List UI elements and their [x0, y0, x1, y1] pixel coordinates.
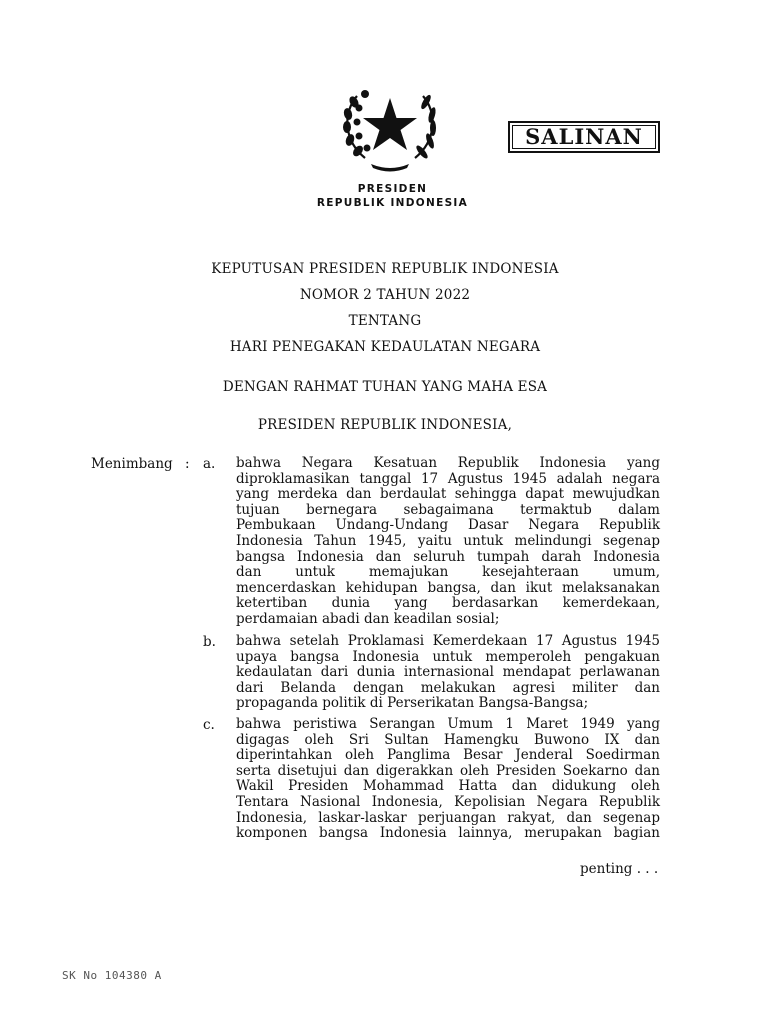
garuda-star-emblem-icon	[337, 82, 443, 174]
paragraph-line: bahwa setelah Proklamasi Kemerdekaan 17 Agustus 1945	[236, 633, 660, 649]
paragraph-line: Indonesia, laskar-laskar perjuangan rakyat, dan segenap	[236, 809, 660, 826]
invocation: DENGAN RAHMAT TUHAN YANG MAHA ESA	[222, 379, 548, 395]
paragraph-line: bangsa Indonesia dan seluruh tumpah darah Indonesia	[236, 548, 660, 565]
letterhead-line-1: PRESIDEN	[357, 183, 428, 195]
salinan-stamp: SALINAN	[508, 121, 660, 153]
decree-subject: HARI PENEGAKAN KEDAULATAN NEGARA	[229, 339, 541, 355]
paragraph-line: upaya bangsa Indonesia untuk memperoleh pengakuan	[236, 648, 660, 665]
considerations-colon: :	[185, 456, 190, 472]
paragraph-line: yang merdeka dan berdaulat sehingga dapat mewujudkan	[236, 486, 660, 503]
paragraph-line: mencerdaskan kehidupan bangsa, dan ikut melaksanakan	[236, 579, 660, 596]
decree-number: NOMOR 2 TAHUN 2022	[299, 287, 471, 303]
paragraph-line: digagas oleh Sri Sultan Hamengku Buwono IX dan	[236, 731, 660, 748]
paragraph-line: Wakil Presiden Mohammad Hatta dan didukung oleh	[236, 778, 660, 795]
paragraph-line: bahwa peristiwa Serangan Umum 1 Maret 1949 yang	[236, 716, 660, 732]
paragraph-line: propaganda politik di Perserikatan Bangsa-Bangsa;	[236, 695, 589, 712]
item-letter-b: b.	[203, 634, 216, 650]
paragraph-line: diperintahkan oleh Panglima Besar Jenderal Soedirman	[236, 747, 660, 764]
decree-title: KEPUTUSAN PRESIDEN REPUBLIK INDONESIA	[211, 261, 559, 277]
paragraph-line: Tentara Nasional Indonesia, Kepolisian Negara Republik	[236, 793, 660, 810]
paragraph-line: kedaulatan dari dunia internasional mendapat perlawanan	[236, 664, 660, 681]
catchword: penting . . .	[580, 861, 659, 877]
paragraph-line: perdamaian abadi dan keadilan sosial;	[236, 610, 500, 627]
letterhead	[290, 182, 495, 210]
paragraph-line: ketertiban dunia yang berdasarkan kemerdekaan,	[236, 595, 660, 612]
paragraph-line: komponen bangsa Indonesia lainnya, merupakan bagian	[236, 825, 660, 842]
paragraph-line: serta disetujui dan digerakkan oleh Presiden Soekarno dan	[236, 762, 660, 779]
paragraph-line: diproklamasikan tanggal 17 Agustus 1945 adalah negara	[236, 470, 660, 487]
paragraph-line: tujuan bernegara sebagaimana termaktub dalam	[236, 501, 660, 518]
paragraph-line: dan untuk memajukan kesejahteraan umum,	[236, 564, 660, 581]
consideration-paragraph-c	[236, 717, 660, 842]
letterhead-line-2: REPUBLIK INDONESIA	[316, 197, 469, 209]
consideration-paragraph-b	[236, 634, 660, 712]
issuer: PRESIDEN REPUBLIK INDONESIA,	[257, 417, 513, 433]
item-letter-a: a.	[203, 456, 216, 472]
paragraph-line: bahwa Negara Kesatuan Republik Indonesia yang	[236, 455, 660, 471]
consideration-paragraph-a	[236, 456, 660, 628]
considerations-label: Menimbang	[91, 456, 173, 472]
document-serial-code: SK No 104380 A	[62, 969, 162, 982]
item-letter-c: c.	[203, 717, 215, 733]
paragraph-line: dari Belanda dengan melakukan agresi militer dan	[236, 679, 660, 696]
decree-about: TENTANG	[348, 313, 422, 329]
paragraph-line: Pembukaan Undang-Undang Dasar Negara Republik	[236, 517, 660, 534]
paragraph-line: Indonesia Tahun 1945, yaitu untuk melindungi segenap	[236, 532, 660, 549]
